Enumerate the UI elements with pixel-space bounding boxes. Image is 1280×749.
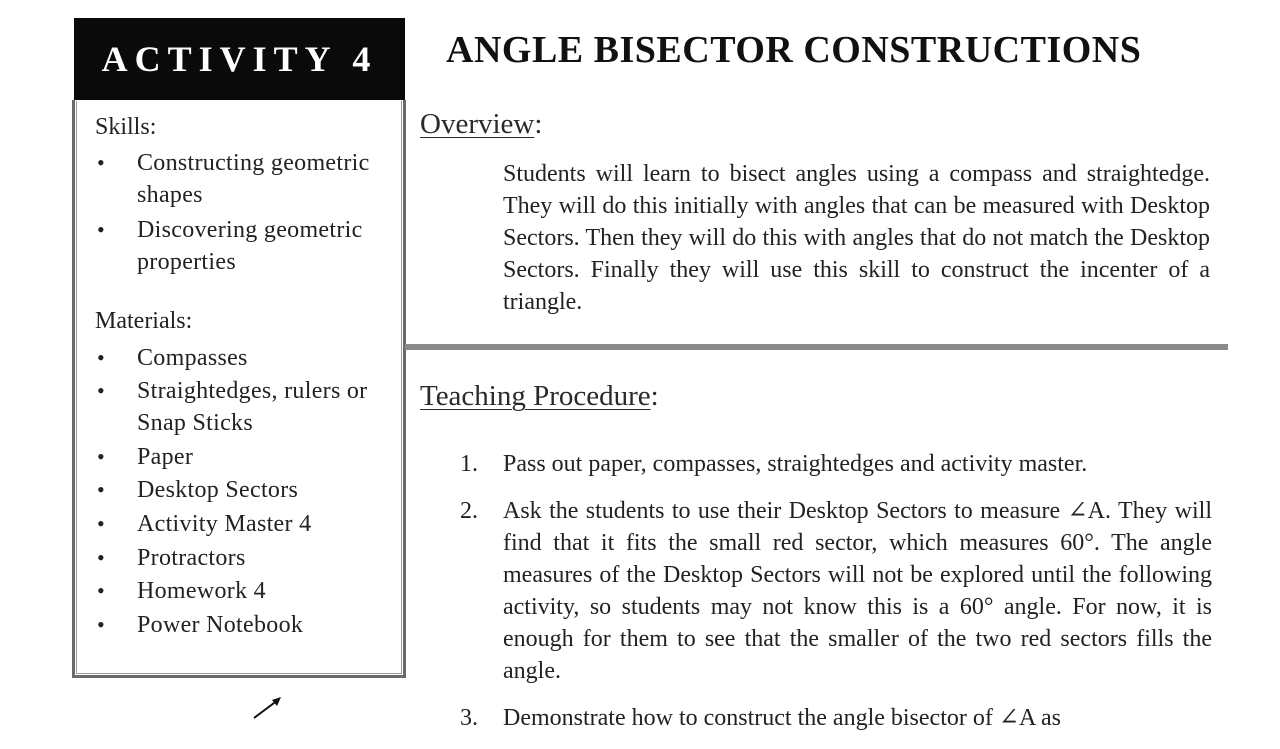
step-number: 2. [460,498,478,524]
list-item: • Compasses [95,342,400,374]
page-title: ANGLE BISECTOR CONSTRUCTIONS [446,29,1142,71]
bullet-icon: • [97,444,106,469]
list-item: • Constructing geometric shapes [95,147,400,211]
step-text: Ask the students to use their Desktop Sectors to measure ∠A. They will find that it fits the small red sector, which measures 60°. The angle measures of the Desktop Sectors will not be explored until the following activity, so students may not know this is a 60° angle. For now, it is enough for them to see that the smaller of the two red sectors fills the angle. [503,498,1212,684]
list-item: • Activity Master 4 [95,508,400,540]
bullet-icon: • [97,345,106,370]
list-item: • Homework 4 [95,575,400,607]
bullet-icon: • [97,511,106,536]
overview-heading: Overview: [420,108,543,140]
list-item: • Straightedges, rulers or Snap Sticks [95,375,400,439]
skills-heading: Skills: [95,114,157,140]
section-divider [405,344,1228,350]
step-number: 3. [460,705,478,731]
teaching-heading-text: Teaching Procedure [420,380,651,412]
procedure-step [460,448,1212,480]
bullet-icon: • [97,578,106,603]
activity-label [74,18,405,100]
bullet-icon: • [97,545,106,570]
step-number: 1. [460,451,478,477]
procedure-step [460,495,1212,687]
bullet-icon: • [97,612,106,637]
bullet-icon: • [97,150,106,175]
bullet-icon: • [97,217,106,242]
arrow-icon [250,694,290,720]
sidebar-box [72,100,406,678]
procedure-step [460,702,1212,734]
list-item: • Discovering geometric properties [95,214,400,278]
list-item: • Power Notebook [95,609,400,641]
teaching-heading: Teaching Procedure: [420,380,659,412]
overview-paragraph: Students will learn to bisect angles using a compass and straightedge. They will do this initially with angles that can be measured with Desktop Sectors. Then they will do this with angles that do not match the Desktop Sectors. Finally they will use this skill to construct the incenter of a triangle. [503,161,1210,315]
activity-label-text: ACTIVITY 4 [101,39,378,79]
skills-list [95,147,400,278]
list-item: • Desktop Sectors [95,474,400,506]
procedure-list [460,448,1212,749]
bullet-icon: • [97,378,106,403]
materials-heading: Materials: [95,308,193,334]
step-text: Demonstrate how to construct the angle bisector of ∠A as [503,705,1061,731]
list-item: • Paper [95,441,400,473]
bullet-icon: • [97,477,106,502]
step-text: Pass out paper, compasses, straightedges and activity master. [503,451,1088,477]
materials-list [95,342,400,641]
list-item: • Protractors [95,542,400,574]
overview-heading-text: Overview [420,108,535,140]
